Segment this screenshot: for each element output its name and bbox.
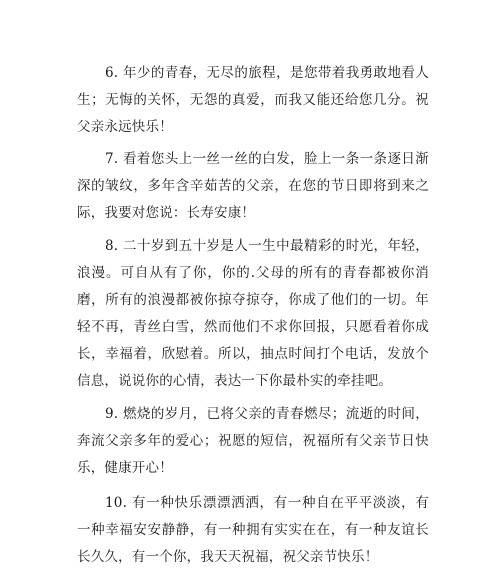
paragraph-9: 9. 燃烧的岁月，已将父亲的青春燃尽；流逝的时间，奔流父亲多年的爱心；祝愿的短信，祝福所有父亲节日快乐，健康开心！ xyxy=(77,406,429,476)
paragraph-7: 7. 看着您头上一丝一丝的白发，脸上一条一条逐日渐深的皱纹，多年含辛茹苦的父亲，在您的节日即将到来之际，我要对您说：长寿安康！ xyxy=(77,151,429,221)
paragraph-10: 10. 有一种快乐漂漂洒洒，有一种自在平平淡淡，有一种幸福安安静静，有一种拥有实实在在，有一种友谊长长久久，有一个你，我天天祝福，祝父亲节快乐！ xyxy=(77,495,429,565)
paragraph-6: 6. 年少的青春，无尽的旅程，是您带着我勇敢地看人生；无悔的关怀，无怨的真爱，而我又能还给您几分。祝父亲永远快乐！ xyxy=(77,65,429,135)
paragraph-8: 8. 二十岁到五十岁是人一生中最精彩的时光，年轻，浪漫。可自从有了你，你的.父母的所有的青春都被你消磨，所有的浪漫都被你掠夺掠夺，你成了他们的一切。年轻不再，青丝白雪，然而他们不求你回报，只愿看着你成长，幸福着，欣慰着。所以，抽点时间打个电话，发放个信息，说说你的心情，表达一下你最朴实的牵挂吧。 xyxy=(77,238,429,389)
